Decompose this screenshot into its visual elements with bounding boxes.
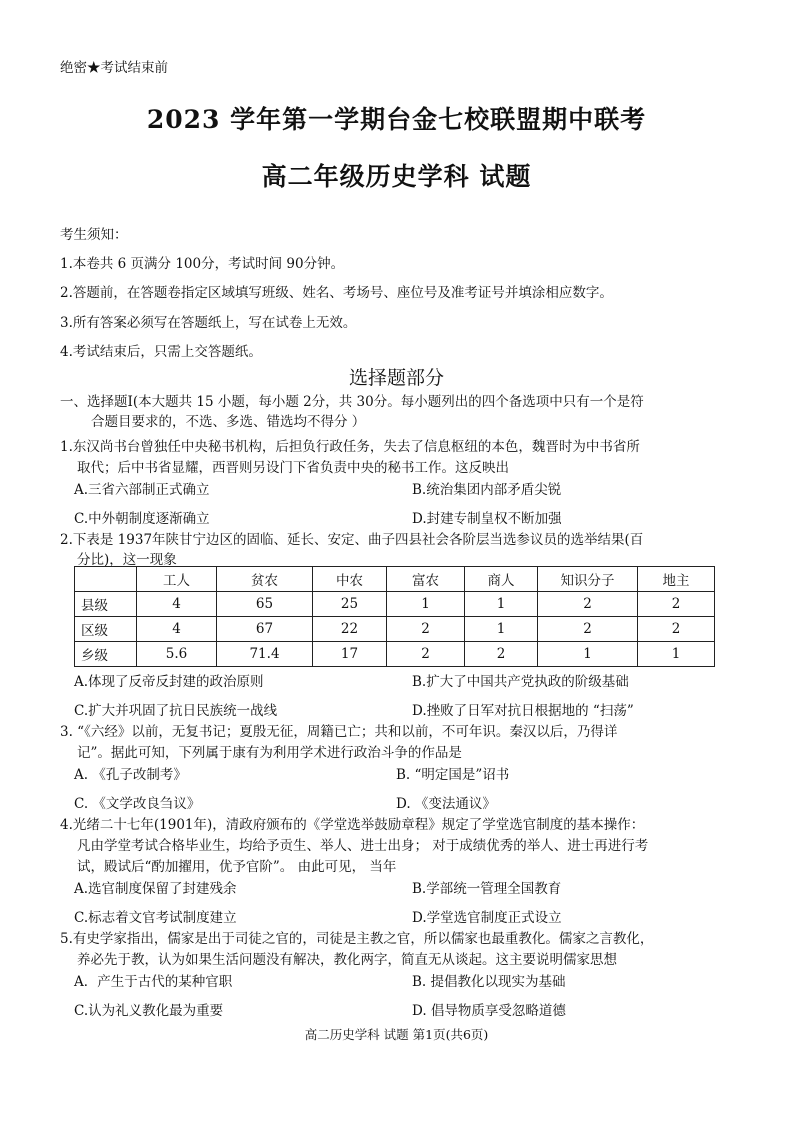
question-5-option-b: B. 提倡教化以现实为基础 bbox=[412, 974, 566, 990]
question-3-text: 3. “《六经》以前，无复书记；夏殷无征，周籍已亡；共和以前，不可年识。秦汉以后，乃得详 bbox=[60, 724, 618, 740]
table-cell: 2 bbox=[387, 617, 465, 642]
table-cell: 1 bbox=[538, 642, 638, 667]
table-cell: 17 bbox=[313, 642, 387, 667]
table-cell: 65 bbox=[217, 592, 313, 617]
instructions-line: 一、选择题Ⅰ(本大题共 15 小题，每小题 2分，共 30分。每小题列出的四个备选项中只有一个是符 bbox=[60, 394, 644, 410]
question-3-option-d: D. 《变法通议》 bbox=[396, 796, 496, 812]
table-cell: 2 bbox=[538, 617, 638, 642]
table-cell: 22 bbox=[313, 617, 387, 642]
table-cell: 1 bbox=[465, 617, 538, 642]
table-header-cell bbox=[75, 567, 137, 592]
table-row-header: 县级 bbox=[75, 592, 137, 617]
notice-item: 4.考试结束后，只需上交答题纸。 bbox=[60, 344, 262, 360]
notice-heading: 考生须知： bbox=[60, 227, 128, 243]
table-cell: 2 bbox=[638, 592, 715, 617]
table-cell: 1 bbox=[465, 592, 538, 617]
election-results-table bbox=[74, 566, 715, 667]
question-4-option-d: D.学堂选官制度正式设立 bbox=[412, 910, 562, 926]
notice-item: 3.所有答案必须写在答题纸上，写在试卷上无效。 bbox=[60, 315, 357, 331]
question-4-option-b: B.学部统一管理全国教育 bbox=[412, 881, 562, 897]
question-3-option-a: A. 《孔子改制考》 bbox=[74, 767, 187, 783]
table-cell: 5.6 bbox=[137, 642, 217, 667]
table-cell: 4 bbox=[137, 617, 217, 642]
page-footer: 高二历史学科 试题 第1页(共6页) bbox=[304, 1027, 489, 1042]
question-3-text: 记”。据此可知，下列属于康有为利用学术进行政治斗争的作品是 bbox=[77, 745, 462, 761]
instructions-line: 合题目要求的，不选、多选、错选均不得分 ） bbox=[91, 414, 366, 430]
question-1-option-a: A.三省六部制正式确立 bbox=[74, 482, 210, 498]
table-cell: 2 bbox=[638, 617, 715, 642]
question-5-text: 5.有史学家指出，儒家是出于司徒之官的，司徒是主教之官，所以儒家也最重教化。儒家之言教化， bbox=[60, 931, 654, 947]
table-header-cell: 富农 bbox=[387, 567, 465, 592]
question-5-option-a: A．产生于古代的某种官职 bbox=[74, 974, 233, 990]
question-2-option-c: C.扩大并巩固了抗日民族统一战线 bbox=[74, 703, 278, 719]
question-2-option-b: B.扩大了中国共产党执政的阶级基础 bbox=[412, 674, 629, 690]
table-row bbox=[75, 617, 715, 642]
table-header-cell: 工人 bbox=[137, 567, 217, 592]
table-row bbox=[75, 592, 715, 617]
question-4-option-c: C.标志着文官考试制度建立 bbox=[74, 910, 237, 926]
question-4-text: 试，殿试后“酌加擢用，优予官阶”。 由此可见， 当年 bbox=[77, 859, 397, 875]
table-cell: 67 bbox=[217, 617, 313, 642]
table-header-cell: 商人 bbox=[465, 567, 538, 592]
question-2-text: 2.下表是 1937年陕甘宁边区的固临、延长、安定、曲子四县社会各阶层当选参议员的选举结果(百 bbox=[60, 532, 644, 548]
question-2-option-a: A.体现了反帝反封建的政治原则 bbox=[74, 674, 264, 690]
table-cell: 25 bbox=[313, 592, 387, 617]
notice-item: 1.本卷共 6 页满分 100分，考试时间 90分钟。 bbox=[60, 256, 345, 272]
table-header-cell: 中农 bbox=[313, 567, 387, 592]
table-cell: 71.4 bbox=[217, 642, 313, 667]
question-4-option-a: A.选官制度保留了封建残余 bbox=[74, 881, 237, 897]
table-cell: 2 bbox=[465, 642, 538, 667]
question-2-option-d: D.挫败了日军对抗日根据地的 “扫荡” bbox=[412, 703, 634, 719]
table-cell: 1 bbox=[387, 592, 465, 617]
table-header-row bbox=[75, 567, 715, 592]
question-5-text: 养必先于教，认为如果生活问题没有解决，教化两字，简直无从谈起。这主要说明儒家思想 bbox=[77, 952, 617, 968]
question-1-option-c: C.中外朝制度逐渐确立 bbox=[74, 511, 210, 527]
question-1-text: 1.东汉尚书台曾独任中央秘书机构，后担负行政任务，失去了信息枢纽的本色，魏晋时为中书省所 bbox=[60, 439, 640, 455]
section-title: 选择题部分 bbox=[348, 367, 444, 389]
exam-title: 2023 学年第一学期台金七校联盟期中联考 bbox=[146, 105, 647, 134]
table-cell: 4 bbox=[137, 592, 217, 617]
confidential-label: 绝密★考试结束前 bbox=[60, 60, 168, 76]
table-row bbox=[75, 642, 715, 667]
table-row-header: 乡级 bbox=[75, 642, 137, 667]
question-3-option-b: B. “明定国是”诏书 bbox=[396, 767, 510, 783]
table-header-cell: 贫农 bbox=[217, 567, 313, 592]
question-3-option-c: C. 《文学改良刍议》 bbox=[74, 796, 201, 812]
table-cell: 2 bbox=[538, 592, 638, 617]
question-2-text: 分比)，这一现象 bbox=[77, 552, 177, 568]
question-5-option-c: C.认为礼义教化最为重要 bbox=[74, 1003, 224, 1019]
question-4-text: 凡由学堂考试合格毕业生，均给予贡生、举人、进士出身； 对于成绩优秀的举人、进士再进行考 bbox=[77, 838, 649, 854]
table-cell: 1 bbox=[638, 642, 715, 667]
question-1-option-d: D.封建专制皇权不断加强 bbox=[412, 511, 562, 527]
question-4-text: 4.光绪二十七年(1901年)，清政府颁布的《学堂选举鼓励章程》规定了学堂选官制度的基本操作： bbox=[60, 817, 645, 833]
question-1-option-b: B.统治集团内部矛盾尖锐 bbox=[412, 482, 562, 498]
table-header-cell: 地主 bbox=[638, 567, 715, 592]
question-1-text: 取代；后中书省显耀，西晋则另设门下省负责中央的秘书工作。这反映出 bbox=[77, 460, 509, 476]
table-cell: 2 bbox=[387, 642, 465, 667]
exam-subtitle: 高二年级历史学科 试题 bbox=[261, 162, 532, 191]
question-5-option-d: D. 倡导物质享受忽略道德 bbox=[412, 1003, 566, 1019]
notice-item: 2.答题前，在答题卷指定区域填写班级、姓名、考场号、座位号及准考证号并填涂相应数字。 bbox=[60, 285, 613, 301]
table-header-cell: 知识分子 bbox=[538, 567, 638, 592]
table-row-header: 区级 bbox=[75, 617, 137, 642]
